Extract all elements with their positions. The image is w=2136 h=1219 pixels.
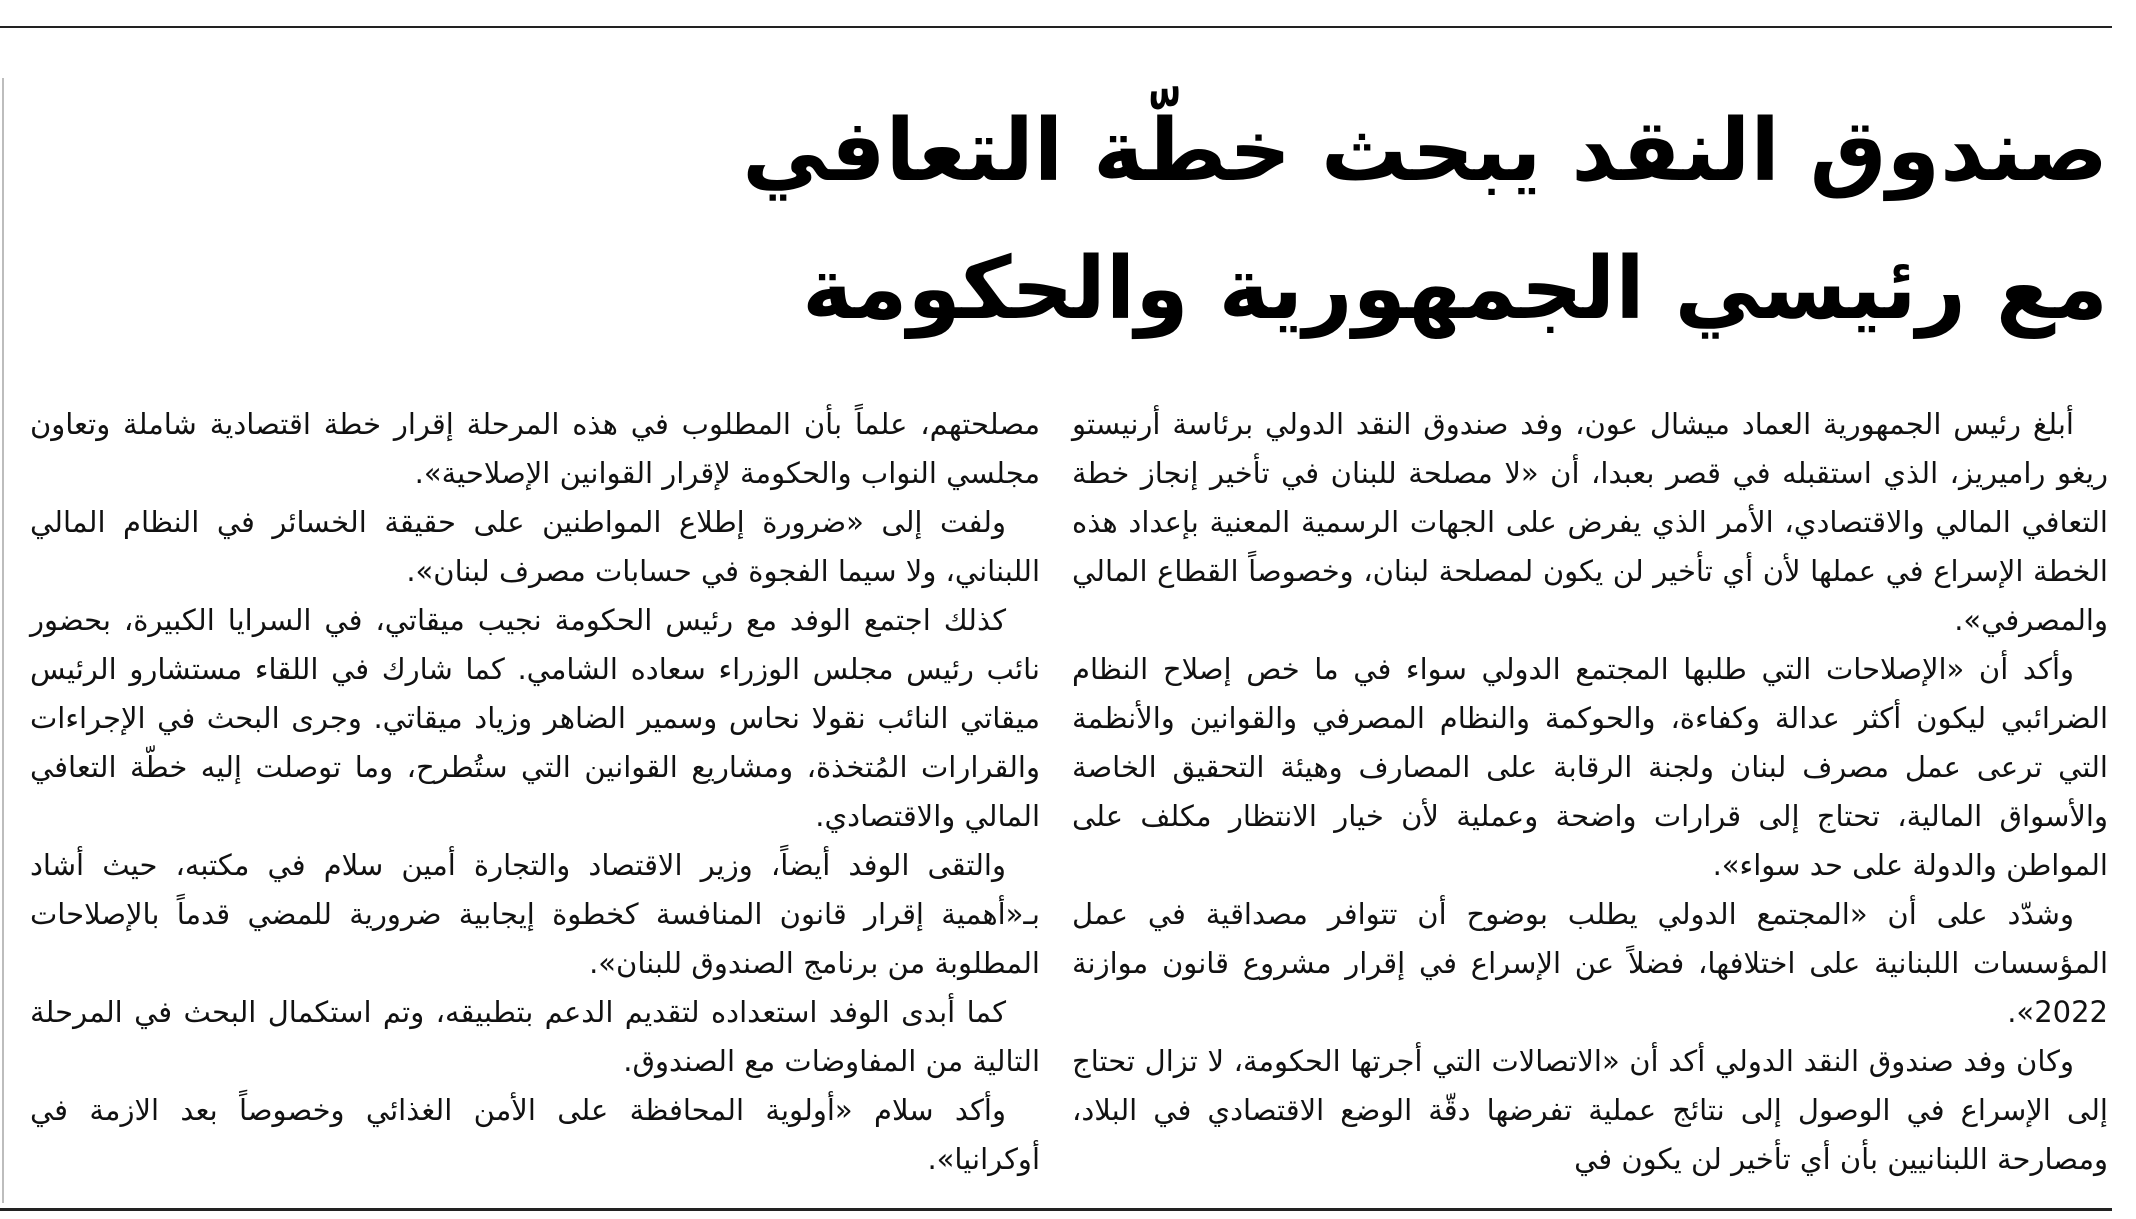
article-headline <box>608 82 2108 358</box>
paragraph: وكان وفد صندوق النقد الدولي أكد أن «الاتصالات التي أجرتها الحكومة، لا تزال تحتاج إلى الإسراع في الوصول إلى نتائج عملية تفرضها دقّة الوضع الاقتصادي في البلاد، ومصارحة اللبنانيين بأن أي تأخير لن يكون في <box>1072 1044 2108 1176</box>
paragraph: والتقى الوفد أيضاً، وزير الاقتصاد والتجارة أمين سلام في مكتبه، حيث أشاد بـ«أهمية إقرار قانون المنافسة كخطوة إيجابية ضرورية للمضي قدماً بالإصلاحات المطلوبة من برنامج الصندوق للبنان». <box>30 848 1040 980</box>
paragraph: وشدّد على أن «المجتمع الدولي يطلب بوضوح أن تتوافر مصداقية في عمل المؤسسات اللبنانية على اختلافها، فضلاً عن الإسراع في إقرار مشروع قانون موازنة 2022». <box>1072 897 2108 1029</box>
headline-line-1: صندوق النقد يبحث خطّة التعافي <box>742 101 2108 201</box>
paragraph: ولفت إلى «ضرورة إطلاع المواطنين على حقيقة الخسائر في النظام المالي اللبناني، ولا سيما الفجوة في حسابات مصرف لبنان». <box>30 505 1040 588</box>
bottom-rule <box>0 1208 2112 1211</box>
paragraph: كما أبدى الوفد استعداده لتقديم الدعم بتطبيقه، وتم استكمال البحث في المرحلة التالية من المفاوضات مع الصندوق. <box>30 995 1040 1078</box>
left-column-edge <box>2 78 4 1203</box>
top-rule <box>0 26 2112 28</box>
article-column-right <box>1072 400 2108 1184</box>
paragraph-continued: مصلحتهم، علماً بأن المطلوب في هذه المرحلة إقرار خطة اقتصادية شاملة وتعاون مجلسي النواب والحكومة لإقرار القوانين الإصلاحية». <box>30 407 1040 490</box>
paragraph: وأكد أن «الإصلاحات التي طلبها المجتمع الدولي سواء في ما خص إصلاح النظام الضرائبي ليكون أكثر عدالة وكفاءة، والحوكمة والنظام المصرفي والقوانين والأنظمة التي ترعى عمل مصرف لبنان ولجنة الرقابة على المصارف وهيئة التحقيق الخاصة والأسواق المالية، تحتاج إلى قرارات واضحة وعملية لأن خيار الانتظار مكلف على المواطن والدولة على حد سواء». <box>1072 652 2108 882</box>
headline-line-2: مع رئيسي الجمهورية والحكومة <box>802 239 2108 339</box>
paragraph: أبلغ رئيس الجمهورية العماد ميشال عون، وفد صندوق النقد الدولي برئاسة أرنيستو ريغو راميريز، الذي استقبله في قصر بعبدا، أن «لا مصلحة للبنان في تأخير إنجاز خطة التعافي المالي والاقتصادي، الأمر الذي يفرض على الجهات الرسمية المعنية بإعداد هذه الخطة الإسراع في عملها لأن أي تأخير لن يكون لمصلحة لبنان، وخصوصاً القطاع المالي والمصرفي». <box>1072 407 2108 637</box>
article-column-left <box>30 400 1040 1184</box>
paragraph: كذلك اجتمع الوفد مع رئيس الحكومة نجيب ميقاتي، في السرايا الكبيرة، بحضور نائب رئيس مجلس الوزراء سعاده الشامي. كما شارك في اللقاء مستشارو الرئيس ميقاتي النائب نقولا نحاس وسمير الضاهر وزياد ميقاتي. وجرى البحث في الإجراءات والقرارات المُتخذة، ومشاريع القوانين التي ستُطرح، وما توصلت إليه خطّة التعافي المالي والاقتصادي. <box>30 603 1040 833</box>
paragraph: وأكد سلام «أولوية المحافظة على الأمن الغذائي وخصوصاً بعد الازمة في أوكرانيا». <box>30 1093 1040 1176</box>
